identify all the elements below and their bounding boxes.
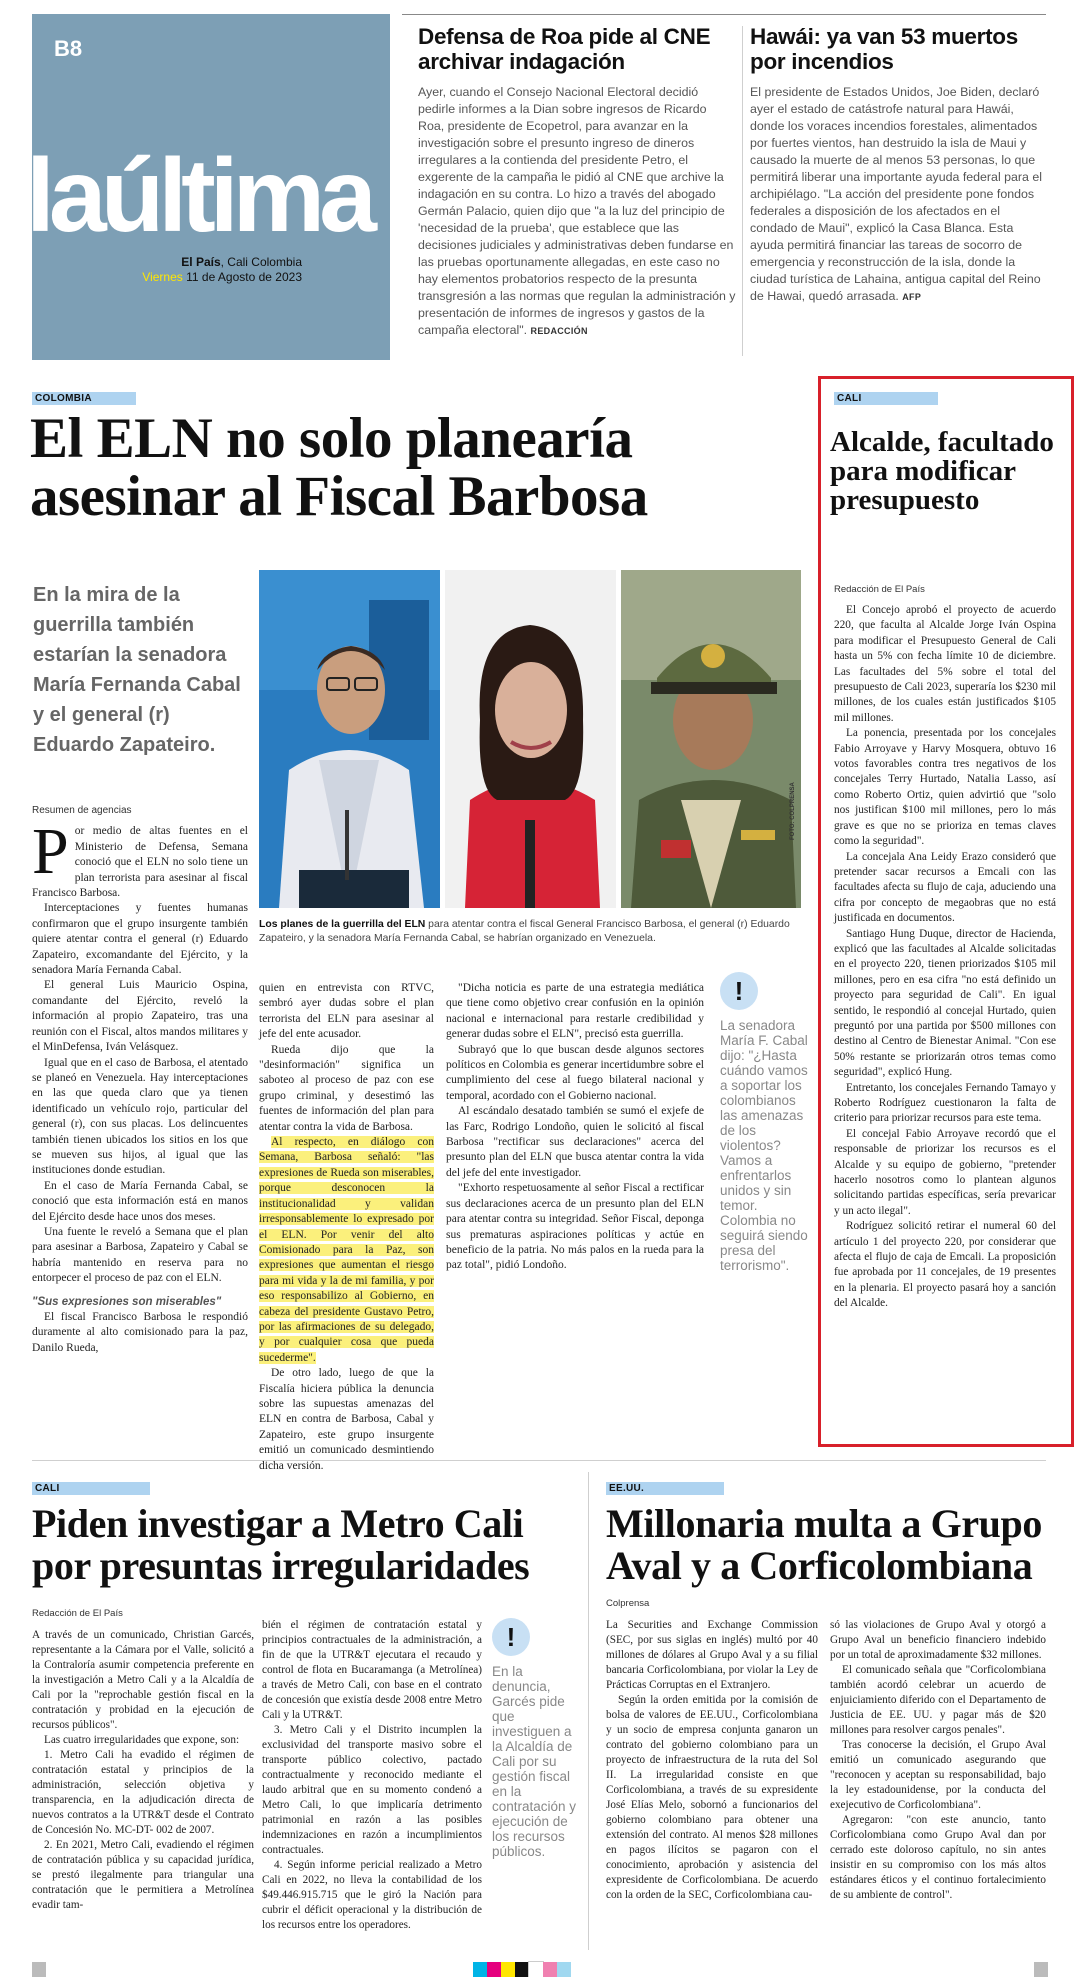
sidebar-p2: La concejala Ana Leidy Erazo consideró que pretender sacar recursos a Emcali con las facultades afecta su flujo de caja, aduciendo una cifra por concepto de megaobras que no está justificada en documentos.	[834, 850, 1056, 925]
metro-byline: Redacción de El País	[32, 1608, 123, 1619]
photo-zapateiro-image	[621, 570, 801, 908]
section-title: laúltima	[26, 138, 371, 254]
sidebar-p1: La ponencia, presentada por los concejales Fabio Arroyave y Harvy Mosquera, obtuvo 16 votos favorables contra tres negativos de los concejales Terry Hurtado, Natalia Lasso, así como Roberto Ortiz, quien advirtió que "solo nos justifican $100 mil millones, pero lo más grave es que no se prioriza en temas claves como la seguridad".	[834, 727, 1056, 848]
main-byline: Resumen de agencias	[32, 805, 132, 816]
masthead	[26, 14, 390, 360]
main-col2-highlight	[259, 1135, 434, 1366]
exclamation-icon: !	[492, 1618, 530, 1656]
aval-col2-p0: só las violaciones de Grupo Aval y otorgó a Grupo Aval un beneficio financiero indebido por un total de aproximadamente $32 millones.	[830, 1619, 1046, 1661]
brief-roa-credit: REDACCIÓN	[530, 326, 588, 336]
aval-col2-p2: Tras conocerse la decisión, el Grupo Aval emitió un comunicado asegurando que "reconocen y aceptan su responsabilidad, bajo la ley estadounidense, por la conducta del exejecutivo de Corficolombiana".	[830, 1739, 1046, 1811]
bottom-rule	[32, 1460, 1046, 1461]
main-headline: El ELN no solo planearía asesinar al Fiscal Barbosa	[30, 407, 648, 528]
main-col2-p0: quien en entrevista con RTVC, sembró ayer dudas sobre el plan terrorista del ELN para asesinar al jefe del ente acusador.	[259, 982, 434, 1041]
sidebar-p0: El Concejo aprobó el proyecto de acuerdo 220, que faculta al Alcalde Jorge Iván Ospina para modificar el Presupuesto General de Cali hasta un 5% con fecha límite 10 de diciembre. Las facultades del 5% sobre el total del presupuesto de Cali 2023, superaría los $230 mil millones, de los cuales están justificados $105 mil millones.	[834, 604, 1056, 724]
paper-city: , Cali Colombia	[220, 255, 302, 269]
top-rule	[402, 14, 1046, 15]
brief-roa	[418, 24, 736, 340]
metro-col-2	[262, 1618, 482, 1933]
registration-swatch	[473, 1962, 487, 1977]
metro-col1-p1: Las cuatro irregularidades que expone, son:	[44, 1734, 240, 1746]
registration-swatch	[487, 1962, 501, 1977]
brief-hawaii-credit: AFP	[902, 292, 922, 302]
sidebar-headline: Alcalde, facultado para modificar presupuesto	[830, 426, 1054, 516]
main-col1-p3: Igual que en el caso de Barbosa, el atentado se planeó en Venezuela. Hay interceptaciones en las que queda claro que ya tienen identificado un vehículo rojo, particular del general (r), con sus placas. Los delincuentes también tienen ubicados los sitios en los que se mueven sus hijos, al igual que las instituciones donde estudian.	[32, 1056, 248, 1177]
brief-hawaii-title: Hawái: ya van 53 muertos por incendios	[750, 24, 1018, 74]
main-col1-p4: En el caso de María Fernanda Cabal, se conoció que esta información está en manos del Ejército desde hace unos dos meses.	[32, 1179, 248, 1223]
registration-swatch	[515, 1962, 529, 1977]
main-col1-p0-text: or medio de altas fuentes en el Ministerio de Defensa, Semana conoció que el ELN no solo tiene un plan terrorista para asesinar al fiscal Francisco Barbosa.	[32, 825, 248, 900]
section-tag-cali-metro: CALI	[32, 1482, 150, 1495]
photo-cabal	[445, 570, 616, 908]
main-col1-p5: Una fuente le reveló a Semana que el plan para asesinar a Barbosa, Zapateiro y Cabal se habría mantenido en reserva para no entorpecer el proceso de paz con el ELN.	[32, 1225, 248, 1285]
main-col2-p1: Rueda dijo que la "desinformación" significa un saboteo al proceso de paz con ese grupo criminal, y desestimó las fuentes de información del plan para atentar contra la vida de Barbosa.	[259, 1043, 434, 1133]
aval-col1-p0: La Securities and Exchange Commission (SEC, por sus siglas en inglés) multó por 40 millones de dólares al Grupo Aval y a su filial bancaria Corficolombiana, por violar la Ley de Prácticas Corruptas en el Extranjero.	[606, 1619, 818, 1691]
main-col2-end: De otro lado, luego de que la Fiscalía hiciera pública la denuncia sobre las supuestas amenazas del ELN en contra de Barbosa, Cabal y Zapateiro, este grupo insurgente emitió un comunicado desmintiendo dicha versión.	[259, 1367, 434, 1472]
sidebar-p5: El concejal Fabio Arroyave recordó que el responsable de priorizar los recursos es el Alcalde y su equipo de gobierno, "pretender hacerlo nosotros como lo plantean algunos solicitando partidas específicas, sería prevaricar y un acto ilegal".	[834, 1127, 1056, 1217]
aval-headline: Millonaria multa a Grupo Aval y a Corficolombiana	[606, 1501, 1042, 1588]
main-col3-p1: Subrayó que lo que buscan desde algunos sectores políticos en Colombia es generar incertidumbre sobre el cumplimiento del cese al fuego bilateral nacional y temporal, acordado con el Gobierno nacional.	[446, 1043, 704, 1102]
paper-info	[142, 255, 302, 285]
photo-credit: FOTO: COLPRENSA	[790, 782, 796, 840]
section-tag-eeuu: EE.UU.	[606, 1482, 724, 1495]
photo-barbosa-image	[259, 570, 440, 908]
brief-roa-text: Ayer, cuando el Consejo Nacional Electoral decidió pedirle informes a la Dian sobre ingresos de Ricardo Roa, presidente de Ecopetrol, para avanzar en la investigación sobre el presunto ingreso de dineros irregulares a la contienda del presidente Petro, el exgerente de la campaña le pidió al CNE que archive la indagación en su contra. Lo hizo a través del abogado Germán Palacio, quien dijo que "a la luz del principio de 'necesidad de la prueba', que establece que las decisiones judiciales y administrativas deben fundarse en las pruebas oportunamente allegadas, en este caso no hay elementos probatorios respecto de la presunta transgresión a las normas que regulan la administración y presentación de informes de ingresos y gastos de la campaña electoral".	[418, 85, 736, 337]
pull-quote-cabal-text: La senadora María F. Cabal dijo: "¿Hasta cuándo vamos a soportar los colombianos las amenazas de los violentos? Vamos a enfrentarlos unidos y sin temor. Colombia no seguirá siendo presa del terrorismo".	[720, 1018, 808, 1273]
main-deck: En la mira de la guerrilla también estarían la senadora María Fernanda Cabal y el general (r) Eduardo Zapateiro.	[33, 584, 241, 756]
main-col1-p1: Interceptaciones y fuentes humanas confirmaron que el grupo insurgente también quiere atentar contra el general (r) Eduardo Zapateiro, excomandante del Ejército, y la senadora María Fernanda Cabal.	[32, 902, 248, 977]
aval-byline: Colprensa	[606, 1598, 650, 1609]
sidebar-p6: Rodríguez solicitó retirar el numeral 60 del artículo 1 del proyecto 220, por considerar que afecta el flujo de caja de Emcali. La proposición fue aprobada por 11 concejales, de 19 presentes en la plenaria. El proyecto pasará hoy a sanción del Alcalde.	[834, 1220, 1056, 1310]
aval-col2-p1: El comunicado señala que "Corficolombiana también acordó celebrar un acuerdo de enjuiciamiento diferido con el Departamento de Justicia de EE. UU. y pagar más de $20 millones para resolver cargos penales".	[830, 1664, 1046, 1736]
main-col-3	[446, 981, 704, 1274]
metro-col1-p0: A través de un comunicado, Christian Garcés, representante a la Cámara por el Valle, solicitó a la Contraloría asumir competencia preferente en la investigación a Metro Cali y a la Alcaldía de Cali por la "reprochable gestión fiscal en la contratación y probidad en la ejecución de recursos públicos".	[32, 1629, 254, 1731]
bottom-divider	[588, 1472, 589, 1950]
pull-quote-cabal	[720, 972, 808, 1273]
main-col1-p0	[32, 815, 248, 901]
aval-col1-p1: Según la orden emitida por la comisión de bolsa de valores de EE.UU., Corficolombiana y un socio de empresa conjunta ganaron un contrato del gobierno colombiano para un proyecto de infraestructura de la ruta del Sol II. La irregularidad consiste en que Corficolombiana, a través de su expresidente José Elías Melo, sobornó a funcionarios del gobierno colombiano para obtener una extensión del contrato. Al menos $28 millones en pagos ilícitos se pagaron con el conocimiento, aprobación y asistencia del expresidente de Corficolombiana. De acuerdo con la orden de la SEC, Corficolombiana cau-	[606, 1694, 818, 1901]
dropcap: P	[32, 815, 69, 889]
registration-swatch	[557, 1962, 571, 1977]
exclamation-icon: !	[720, 972, 758, 1010]
registration-swatch	[543, 1962, 557, 1977]
brief-hawaii	[750, 24, 1048, 306]
main-col1-p2: El general Luis Mauricio Ospina, comandante del Ejército, reveló la información al propio Zapateiro, tras una reunión con el Fiscal, altos mandos militares y el MinDefensa, Iván Velásquez.	[32, 979, 248, 1054]
sidebar-byline: Redacción de El País	[834, 584, 925, 595]
photo-barbosa	[259, 570, 440, 908]
aval-col2-p3: Agregaron: "con este anuncio, tanto Corficolombiana como Grupo Aval dan por cerrado este doloroso capítulo, no sin antes insistir en su compromiso con los más altos estándares éticos y el continuo fortalecimiento de su ambiente de control".	[830, 1814, 1046, 1901]
metro-col2-p0: bién el régimen de contratación estatal y principios contractuales de la administración, a fin de que la UTR&T ejecutara el recaudo y control de flota en Bucaramanga (a Metrolínea) a través de Metro Cali, con base en el contrato de concesión que existía desde 2008 entre Metro Cali y la UTR&T.	[262, 1619, 482, 1721]
brief-roa-title: Defensa de Roa pide al CNE archivar indagación	[418, 24, 711, 74]
sidebar-p3: Santiago Hung Duque, director de Hacienda, explicó que las facultades al Alcalde solicitadas en el proyecto 220, tienen priorizados $105 mil millones, pero en esa cifra "no está definido un proyecto para seguridad de Cali". En igual sentido, le respondió al concejal Hurtado, quien preguntó por una partida por $500 millones con destino al Centro de Bienestar Animal. "Con ese 50% restante se priorizarán otros temas como seguridad", explicó Hung.	[834, 927, 1056, 1079]
brief-roa-body	[418, 84, 736, 340]
metro-col1-p2: 1. Metro Cali ha evadido el régimen de contratación estatal y principios de la administración, selección objetiva y transparencia, en la adjudicación directa de nuevos contratos a la UTR&T desde el Contrato de Concesión No. MC-DT- 002 de 2007.	[32, 1749, 254, 1836]
main-subhead: "Sus expresiones son miserables"	[32, 1295, 222, 1308]
main-col-1	[32, 803, 248, 1356]
brief-hawaii-body	[750, 84, 1048, 306]
main-col2-highlight-text: Al respecto, en diálogo con Semana, Barbosa señaló: "las expresiones de Rueda son miserables, porque desconocen la institucionalidad y validan irresponsablemente lo expresado por el ELN. Por venir del alto Comisionado para la Paz, son expresiones que aumentan el riesgo para mi vida y la de mi familia, y por eso responsabilizo al Gobierno, en cabeza del presidente Gustavo Petro, por las afirmaciones de su delegado, y por cualquier cosa que pueda sucederme".	[259, 1136, 434, 1364]
paper-day: Viernes	[142, 270, 183, 284]
brief-hawaii-text: El presidente de Estados Unidos, Joe Biden, declaró ayer el estado de catástrofe natural para Hawái, donde los voraces incendios forestales, alimentados por fuertes vientos, han destruido la isla de Maui y causado la muerte de al menos 53 personas, lo que permitirá liberar una importante ayuda federal para el archipiélago. "La acción del presidente pone fondos federales a disposición de los afectados en el condado de Maui", explicó la Casa Blanca. Esta ayuda permitirá financiar las tareas de socorro de emergencia y reconstrucción de la isla, donde la ciudad turística de Lahaina, antigua capital del Reino de Hawai, quedó arrasada.	[750, 85, 1043, 303]
metro-headline: Piden investigar a Metro Cali por presuntas irregularidades	[32, 1501, 530, 1588]
main-col3-p2: Al escándalo desatado también se sumó el exjefe de las Farc, Rodrigo Londoño, quien le solicitó al fiscal Barbosa "rectificar sus declaraciones" acerca del presunto plan del ELN que busca atentar contra la vida del jefe del ente investigador.	[446, 1105, 704, 1179]
registration-swatch	[501, 1962, 515, 1977]
main-col3-p0: "Dicha noticia es parte de una estrategia mediática que tiene como objetivo crear confusión en la opinión nacional e internacional para restarle credibilidad y generar dudas sobre el ELN", precisó esta guerrilla.	[446, 982, 704, 1041]
paper-name: El País	[181, 255, 221, 269]
section-tag-cali: CALI	[834, 392, 938, 405]
section-tag-colombia: COLOMBIA	[32, 392, 136, 405]
metro-col-1	[32, 1628, 254, 1913]
main-col3-p3: "Exhorto respetuosamente al señor Fiscal a rectificar sus declaraciones acerca de un presunto plan del ELN para atentar contra su integridad. Señor Fiscal, deponga sus prematuras aspiraciones políticas y actúe en beneficio de la patria. No más palos en la rueda para la paz total", pidió Londoño.	[446, 1182, 704, 1272]
aval-col-2	[830, 1618, 1046, 1903]
registration-mark-right	[1034, 1962, 1048, 1977]
photo-cabal-image	[445, 570, 616, 908]
metro-col2-p2: 4. Según informe pericial realizado a Metro Cali en 2022, no lleva la contabilidad de los $49.446.915.715 que le giró la Nación para cubrir el déficit operacional y la distribución de los recursos entre los operadores.	[262, 1859, 482, 1931]
photo-caption	[259, 918, 801, 946]
main-col-2	[259, 981, 434, 1474]
registration-mark-left	[32, 1962, 46, 1977]
sidebar-body	[834, 603, 1056, 1312]
photo-strip	[259, 570, 801, 908]
color-registration-strip	[473, 1962, 571, 1977]
photo-zapateiro	[621, 570, 801, 908]
metro-col2-p1: 3. Metro Cali y el Distrito incumplen la exclusividad del transporte masivo sobre el transporte público colectivo, pactado contractualmente y reconocido mediante el laudo arbitral que en su momento condenó a Metro Cali, lo que implicaría detrimento patrimonial en razón a las posibles indemnizaciones en razón a incumplimientos contractuales.	[262, 1724, 482, 1856]
pull-quote-garces-text: En la denuncia, Garcés pide que investiguen a la Alcaldía de Cali por su gestión fiscal en la contratación y ejecución de los recursos públicos.	[492, 1664, 577, 1859]
main-col1-end: El fiscal Francisco Barbosa le respondió duramente al alto comisionado para la paz, Danilo Rueda,	[32, 1311, 248, 1354]
caption-bold: Los planes de la guerrilla del ELN	[259, 919, 426, 930]
paper-date: 11 de Agosto de 2023	[182, 270, 302, 284]
metro-col1-p3: 2. En 2021, Metro Cali, evadiendo el régimen de contratación pública y su capacidad jurídica, se prestó ilegalmente para triangular una contratación que le permitiera a Metrolínea evadir tam-	[32, 1839, 254, 1911]
caption-text: para atentar contra el fiscal General Francisco Barbosa, el general (r) Eduardo Zapateiro, y la senadora María Fernanda Cabal, se habrían organizado en Venezuela.	[259, 919, 790, 944]
sidebar-p4: Entretanto, los concejales Fernando Tamayo y Roberto Rodríguez cuestionaron la falta de criterio para priorizar recursos para este tema.	[834, 1081, 1056, 1125]
aval-col-1	[606, 1618, 818, 1903]
page-number: B8	[54, 36, 83, 61]
registration-swatch	[529, 1962, 543, 1977]
pull-quote-garces	[492, 1618, 578, 1859]
brief-divider	[742, 26, 743, 356]
